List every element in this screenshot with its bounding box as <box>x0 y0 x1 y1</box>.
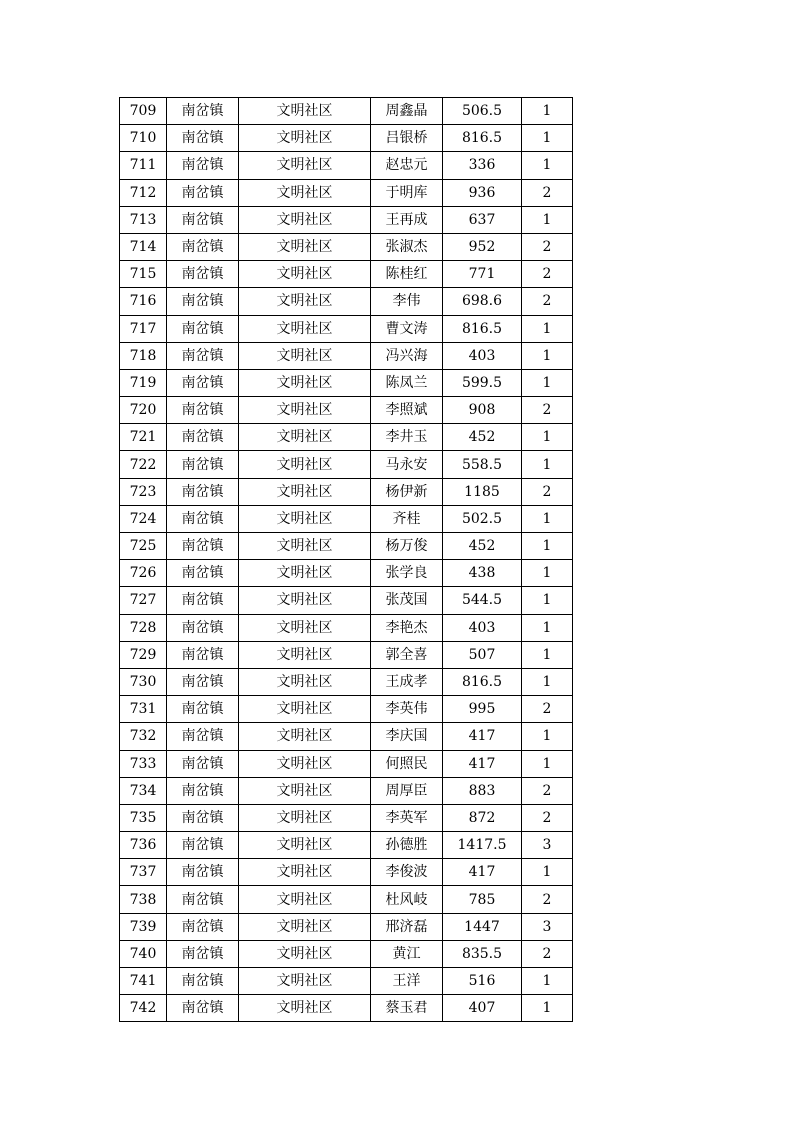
community-cell: 文明社区 <box>239 342 371 369</box>
count-cell: 2 <box>522 804 573 831</box>
count-cell: 1 <box>522 369 573 396</box>
count-cell: 2 <box>522 288 573 315</box>
table-row <box>120 206 573 233</box>
count-cell: 1 <box>522 587 573 614</box>
amount-cell: 771 <box>443 261 522 288</box>
count-cell: 2 <box>522 696 573 723</box>
amount-cell: 637 <box>443 206 522 233</box>
row-number-cell: 711 <box>120 152 167 179</box>
town-cell: 南岔镇 <box>167 668 239 695</box>
row-number-cell: 735 <box>120 804 167 831</box>
community-cell: 文明社区 <box>239 125 371 152</box>
town-cell: 南岔镇 <box>167 315 239 342</box>
town-cell: 南岔镇 <box>167 288 239 315</box>
community-cell: 文明社区 <box>239 233 371 260</box>
town-cell: 南岔镇 <box>167 342 239 369</box>
row-number-cell: 737 <box>120 859 167 886</box>
table-row <box>120 832 573 859</box>
name-cell: 张学良 <box>371 560 443 587</box>
amount-cell: 502.5 <box>443 505 522 532</box>
row-number-cell: 722 <box>120 451 167 478</box>
table-row <box>120 369 573 396</box>
row-number-cell: 728 <box>120 614 167 641</box>
community-cell: 文明社区 <box>239 288 371 315</box>
row-number-cell: 719 <box>120 369 167 396</box>
table-row <box>120 152 573 179</box>
name-cell: 周鑫晶 <box>371 98 443 125</box>
amount-cell: 1185 <box>443 478 522 505</box>
table-row <box>120 451 573 478</box>
amount-cell: 1447 <box>443 913 522 940</box>
name-cell: 何照民 <box>371 750 443 777</box>
amount-cell: 544.5 <box>443 587 522 614</box>
town-cell: 南岔镇 <box>167 233 239 260</box>
table-row <box>120 723 573 750</box>
name-cell: 王洋 <box>371 968 443 995</box>
count-cell: 1 <box>522 560 573 587</box>
amount-cell: 698.6 <box>443 288 522 315</box>
town-cell: 南岔镇 <box>167 451 239 478</box>
amount-cell: 816.5 <box>443 125 522 152</box>
count-cell: 1 <box>522 152 573 179</box>
town-cell: 南岔镇 <box>167 98 239 125</box>
table-row <box>120 288 573 315</box>
town-cell: 南岔镇 <box>167 832 239 859</box>
table-row <box>120 424 573 451</box>
name-cell: 张茂国 <box>371 587 443 614</box>
row-number-cell: 726 <box>120 560 167 587</box>
name-cell: 王再成 <box>371 206 443 233</box>
row-number-cell: 720 <box>120 397 167 424</box>
row-number-cell: 734 <box>120 777 167 804</box>
amount-cell: 452 <box>443 533 522 560</box>
row-number-cell: 742 <box>120 995 167 1022</box>
community-cell: 文明社区 <box>239 832 371 859</box>
table-row <box>120 750 573 777</box>
community-cell: 文明社区 <box>239 641 371 668</box>
community-cell: 文明社区 <box>239 98 371 125</box>
row-number-cell: 721 <box>120 424 167 451</box>
table-row <box>120 968 573 995</box>
amount-cell: 417 <box>443 723 522 750</box>
name-cell: 杨伊新 <box>371 478 443 505</box>
community-cell: 文明社区 <box>239 179 371 206</box>
table-row <box>120 995 573 1022</box>
count-cell: 1 <box>522 315 573 342</box>
row-number-cell: 733 <box>120 750 167 777</box>
amount-cell: 816.5 <box>443 668 522 695</box>
table-row <box>120 342 573 369</box>
count-cell: 2 <box>522 261 573 288</box>
amount-cell: 417 <box>443 859 522 886</box>
community-cell: 文明社区 <box>239 560 371 587</box>
table-row <box>120 587 573 614</box>
count-cell: 1 <box>522 98 573 125</box>
town-cell: 南岔镇 <box>167 886 239 913</box>
amount-cell: 516 <box>443 968 522 995</box>
row-number-cell: 712 <box>120 179 167 206</box>
name-cell: 吕银桥 <box>371 125 443 152</box>
name-cell: 李井玉 <box>371 424 443 451</box>
count-cell: 2 <box>522 886 573 913</box>
row-number-cell: 709 <box>120 98 167 125</box>
count-cell: 2 <box>522 233 573 260</box>
roster-table <box>119 97 573 1022</box>
name-cell: 李照斌 <box>371 397 443 424</box>
count-cell: 1 <box>522 968 573 995</box>
community-cell: 文明社区 <box>239 668 371 695</box>
count-cell: 3 <box>522 832 573 859</box>
community-cell: 文明社区 <box>239 886 371 913</box>
table-row <box>120 696 573 723</box>
amount-cell: 452 <box>443 424 522 451</box>
town-cell: 南岔镇 <box>167 641 239 668</box>
name-cell: 李伟 <box>371 288 443 315</box>
row-number-cell: 715 <box>120 261 167 288</box>
row-number-cell: 738 <box>120 886 167 913</box>
name-cell: 孙德胜 <box>371 832 443 859</box>
row-number-cell: 713 <box>120 206 167 233</box>
table-row <box>120 179 573 206</box>
name-cell: 杜风岐 <box>371 886 443 913</box>
name-cell: 马永安 <box>371 451 443 478</box>
community-cell: 文明社区 <box>239 696 371 723</box>
amount-cell: 816.5 <box>443 315 522 342</box>
amount-cell: 438 <box>443 560 522 587</box>
town-cell: 南岔镇 <box>167 696 239 723</box>
town-cell: 南岔镇 <box>167 723 239 750</box>
community-cell: 文明社区 <box>239 913 371 940</box>
count-cell: 2 <box>522 478 573 505</box>
community-cell: 文明社区 <box>239 940 371 967</box>
town-cell: 南岔镇 <box>167 940 239 967</box>
row-number-cell: 724 <box>120 505 167 532</box>
count-cell: 1 <box>522 995 573 1022</box>
amount-cell: 417 <box>443 750 522 777</box>
table-row <box>120 668 573 695</box>
town-cell: 南岔镇 <box>167 614 239 641</box>
amount-cell: 936 <box>443 179 522 206</box>
count-cell: 2 <box>522 397 573 424</box>
name-cell: 曹文涛 <box>371 315 443 342</box>
amount-cell: 908 <box>443 397 522 424</box>
count-cell: 1 <box>522 750 573 777</box>
community-cell: 文明社区 <box>239 478 371 505</box>
row-number-cell: 732 <box>120 723 167 750</box>
count-cell: 1 <box>522 533 573 560</box>
amount-cell: 872 <box>443 804 522 831</box>
town-cell: 南岔镇 <box>167 777 239 804</box>
count-cell: 1 <box>522 505 573 532</box>
community-cell: 文明社区 <box>239 206 371 233</box>
name-cell: 张淑杰 <box>371 233 443 260</box>
community-cell: 文明社区 <box>239 859 371 886</box>
name-cell: 杨万俊 <box>371 533 443 560</box>
name-cell: 陈凤兰 <box>371 369 443 396</box>
name-cell: 周厚臣 <box>371 777 443 804</box>
amount-cell: 835.5 <box>443 940 522 967</box>
community-cell: 文明社区 <box>239 587 371 614</box>
count-cell: 1 <box>522 859 573 886</box>
name-cell: 李英军 <box>371 804 443 831</box>
table-row <box>120 804 573 831</box>
name-cell: 冯兴海 <box>371 342 443 369</box>
count-cell: 1 <box>522 668 573 695</box>
table-row <box>120 641 573 668</box>
count-cell: 1 <box>522 125 573 152</box>
count-cell: 1 <box>522 641 573 668</box>
row-number-cell: 710 <box>120 125 167 152</box>
community-cell: 文明社区 <box>239 397 371 424</box>
count-cell: 2 <box>522 179 573 206</box>
count-cell: 3 <box>522 913 573 940</box>
town-cell: 南岔镇 <box>167 152 239 179</box>
amount-cell: 1417.5 <box>443 832 522 859</box>
row-number-cell: 731 <box>120 696 167 723</box>
table-row <box>120 777 573 804</box>
name-cell: 赵忠元 <box>371 152 443 179</box>
town-cell: 南岔镇 <box>167 859 239 886</box>
row-number-cell: 718 <box>120 342 167 369</box>
row-number-cell: 740 <box>120 940 167 967</box>
community-cell: 文明社区 <box>239 424 371 451</box>
table-row <box>120 560 573 587</box>
community-cell: 文明社区 <box>239 369 371 396</box>
amount-cell: 506.5 <box>443 98 522 125</box>
table-row <box>120 886 573 913</box>
town-cell: 南岔镇 <box>167 804 239 831</box>
row-number-cell: 736 <box>120 832 167 859</box>
town-cell: 南岔镇 <box>167 968 239 995</box>
town-cell: 南岔镇 <box>167 478 239 505</box>
town-cell: 南岔镇 <box>167 533 239 560</box>
amount-cell: 558.5 <box>443 451 522 478</box>
town-cell: 南岔镇 <box>167 369 239 396</box>
town-cell: 南岔镇 <box>167 206 239 233</box>
amount-cell: 407 <box>443 995 522 1022</box>
count-cell: 1 <box>522 614 573 641</box>
community-cell: 文明社区 <box>239 750 371 777</box>
row-number-cell: 730 <box>120 668 167 695</box>
row-number-cell: 714 <box>120 233 167 260</box>
row-number-cell: 723 <box>120 478 167 505</box>
name-cell: 王成孝 <box>371 668 443 695</box>
count-cell: 1 <box>522 424 573 451</box>
name-cell: 齐桂 <box>371 505 443 532</box>
community-cell: 文明社区 <box>239 777 371 804</box>
row-number-cell: 727 <box>120 587 167 614</box>
row-number-cell: 717 <box>120 315 167 342</box>
count-cell: 1 <box>522 723 573 750</box>
community-cell: 文明社区 <box>239 451 371 478</box>
table-row <box>120 397 573 424</box>
amount-cell: 507 <box>443 641 522 668</box>
community-cell: 文明社区 <box>239 533 371 560</box>
table-row <box>120 859 573 886</box>
name-cell: 陈桂红 <box>371 261 443 288</box>
table-row <box>120 614 573 641</box>
row-number-cell: 725 <box>120 533 167 560</box>
town-cell: 南岔镇 <box>167 424 239 451</box>
community-cell: 文明社区 <box>239 614 371 641</box>
town-cell: 南岔镇 <box>167 913 239 940</box>
table-row <box>120 533 573 560</box>
community-cell: 文明社区 <box>239 723 371 750</box>
table-row <box>120 913 573 940</box>
amount-cell: 403 <box>443 614 522 641</box>
name-cell: 李俊波 <box>371 859 443 886</box>
count-cell: 1 <box>522 451 573 478</box>
community-cell: 文明社区 <box>239 505 371 532</box>
name-cell: 黄江 <box>371 940 443 967</box>
amount-cell: 995 <box>443 696 522 723</box>
count-cell: 1 <box>522 342 573 369</box>
town-cell: 南岔镇 <box>167 125 239 152</box>
row-number-cell: 741 <box>120 968 167 995</box>
town-cell: 南岔镇 <box>167 505 239 532</box>
town-cell: 南岔镇 <box>167 179 239 206</box>
amount-cell: 336 <box>443 152 522 179</box>
name-cell: 邢济磊 <box>371 913 443 940</box>
amount-cell: 952 <box>443 233 522 260</box>
name-cell: 李庆国 <box>371 723 443 750</box>
table-row <box>120 98 573 125</box>
table-row <box>120 315 573 342</box>
table-row <box>120 125 573 152</box>
name-cell: 蔡玉君 <box>371 995 443 1022</box>
amount-cell: 785 <box>443 886 522 913</box>
community-cell: 文明社区 <box>239 261 371 288</box>
name-cell: 于明库 <box>371 179 443 206</box>
town-cell: 南岔镇 <box>167 587 239 614</box>
row-number-cell: 729 <box>120 641 167 668</box>
table-row <box>120 261 573 288</box>
community-cell: 文明社区 <box>239 152 371 179</box>
town-cell: 南岔镇 <box>167 261 239 288</box>
row-number-cell: 739 <box>120 913 167 940</box>
table-row <box>120 940 573 967</box>
community-cell: 文明社区 <box>239 804 371 831</box>
town-cell: 南岔镇 <box>167 560 239 587</box>
amount-cell: 883 <box>443 777 522 804</box>
table-row <box>120 233 573 260</box>
table-row <box>120 478 573 505</box>
name-cell: 郭全喜 <box>371 641 443 668</box>
town-cell: 南岔镇 <box>167 397 239 424</box>
community-cell: 文明社区 <box>239 315 371 342</box>
count-cell: 2 <box>522 777 573 804</box>
count-cell: 2 <box>522 940 573 967</box>
table-row <box>120 505 573 532</box>
row-number-cell: 716 <box>120 288 167 315</box>
community-cell: 文明社区 <box>239 968 371 995</box>
roster-table-body <box>120 98 573 1022</box>
community-cell: 文明社区 <box>239 995 371 1022</box>
count-cell: 1 <box>522 206 573 233</box>
name-cell: 李艳杰 <box>371 614 443 641</box>
amount-cell: 403 <box>443 342 522 369</box>
amount-cell: 599.5 <box>443 369 522 396</box>
town-cell: 南岔镇 <box>167 750 239 777</box>
name-cell: 李英伟 <box>371 696 443 723</box>
town-cell: 南岔镇 <box>167 995 239 1022</box>
